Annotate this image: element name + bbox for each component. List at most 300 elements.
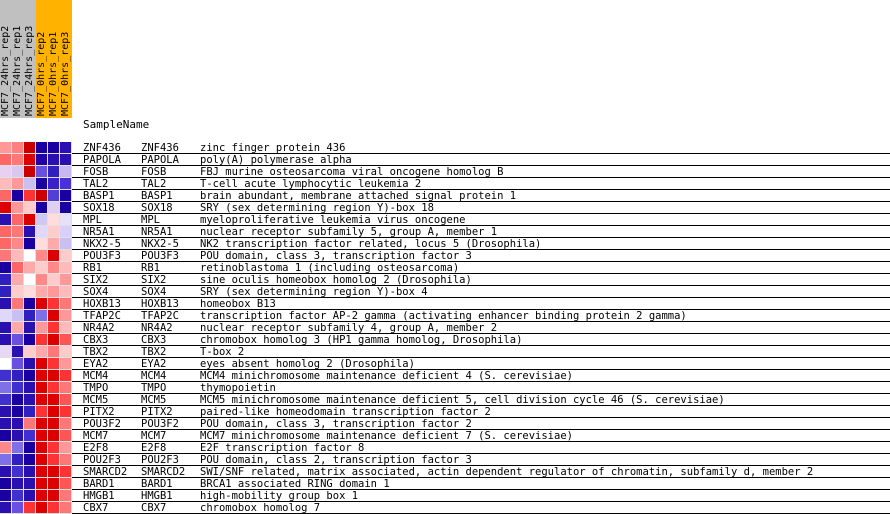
heatmap-cell: [60, 490, 72, 502]
heatmap-cell: [60, 346, 72, 358]
heatmap-cell: [36, 418, 48, 430]
table-row: [0, 142, 890, 154]
gene-description: FBJ murine osteosarcoma viral oncogene homolog B: [200, 166, 504, 178]
heatmap-cell: [48, 406, 60, 418]
gene-description: nuclear receptor subfamily 4, group A, member 2: [200, 322, 498, 334]
gene-description: retinoblastoma 1 (including osteosarcoma): [200, 262, 460, 274]
heatmap-cell: [60, 154, 72, 166]
heatmap-cell: [12, 238, 24, 250]
heatmap-cell: [12, 454, 24, 466]
gene-symbol: HOXB13: [141, 298, 179, 310]
gene-id: TMPO: [83, 382, 109, 394]
heatmap-cell: [36, 358, 48, 370]
table-row: [0, 226, 890, 238]
heatmap-cell: [60, 274, 72, 286]
gene-symbol: SOX4: [141, 286, 167, 298]
heatmap-cell: [48, 250, 60, 262]
gene-description: SRY (sex determining region Y)-box 18: [200, 202, 434, 214]
table-row: [0, 202, 890, 214]
heatmap-cell: [48, 166, 60, 178]
heatmap-cell: [0, 202, 12, 214]
heatmap-cell: [60, 334, 72, 346]
heatmap-cell: [24, 502, 36, 514]
heatmap-cell: [0, 394, 12, 406]
heatmap-cell: [0, 466, 12, 478]
gene-id: SOX4: [83, 286, 109, 298]
gene-description: SWI/SNF related, matrix associated, actin dependent regulator of chromatin, subfamily d, member 2: [200, 466, 814, 478]
heatmap-cell: [24, 322, 36, 334]
table-row: [0, 418, 890, 430]
gene-id: HMGB1: [83, 490, 115, 502]
heatmap-cell: [36, 190, 48, 202]
heatmap-cell: [24, 166, 36, 178]
heatmap-cell: [36, 346, 48, 358]
heatmap-cell: [24, 298, 36, 310]
heatmap-cell: [12, 442, 24, 454]
table-row: [0, 454, 890, 466]
table-row: [0, 370, 890, 382]
gene-symbol: MCM5: [141, 394, 167, 406]
heatmap-cell: [24, 454, 36, 466]
heatmap-cell: [12, 394, 24, 406]
heatmap-cell: [36, 226, 48, 238]
gene-symbol: MPL: [141, 214, 160, 226]
heatmap-cell: [0, 262, 12, 274]
heatmap-cell: [24, 274, 36, 286]
column-label: MCF7_0hrs_rep1: [48, 31, 59, 116]
gene-id: POU3F3: [83, 250, 121, 262]
heatmap-cell: [48, 358, 60, 370]
heatmap-cell: [0, 346, 12, 358]
gene-symbol: POU3F2: [141, 418, 179, 430]
heatmap-cell: [60, 394, 72, 406]
column-header-0: [0, 0, 12, 118]
gene-description: nuclear receptor subfamily 5, group A, member 1: [200, 226, 498, 238]
gene-description: E2F transcription factor 8: [200, 442, 365, 454]
heatmap-cell: [48, 466, 60, 478]
heatmap-cell: [24, 370, 36, 382]
heatmap-cell: [12, 214, 24, 226]
gene-symbol: FOSB: [141, 166, 167, 178]
heatmap-cell: [0, 274, 12, 286]
heatmap-cell: [60, 370, 72, 382]
heatmap-cell: [60, 298, 72, 310]
heatmap-cell: [0, 502, 12, 514]
heatmap-cell: [60, 454, 72, 466]
heatmap-cell: [24, 214, 36, 226]
heatmap-cell: [36, 334, 48, 346]
heatmap-cell: [60, 166, 72, 178]
heatmap-cell: [12, 226, 24, 238]
heatmap-cell: [48, 478, 60, 490]
heatmap-cell: [60, 430, 72, 442]
heatmap-cell: [48, 310, 60, 322]
gene-description: transcription factor AP-2 gamma (activating enhancer binding protein 2 gamma): [200, 310, 687, 322]
table-row: [0, 262, 890, 274]
gene-description: zinc finger protein 436: [200, 142, 346, 154]
heatmap-cell: [36, 406, 48, 418]
gene-id: CBX7: [83, 502, 109, 514]
heatmap-cell: [0, 190, 12, 202]
heatmap-cell: [60, 382, 72, 394]
gene-id: TFAP2C: [83, 310, 121, 322]
heatmap-cell: [60, 442, 72, 454]
table-row: [0, 238, 890, 250]
gene-description: MCM7 minichromosome maintenance deficient 7 (S. cerevisiae): [200, 430, 573, 442]
gene-symbol: PAPOLA: [141, 154, 179, 166]
heatmap-cell: [48, 394, 60, 406]
table-row: [0, 286, 890, 298]
gene-description: NK2 transcription factor related, locus 5 (Drosophila): [200, 238, 542, 250]
heatmap-cell: [48, 382, 60, 394]
gene-id: BASP1: [83, 190, 115, 202]
table-row: [0, 430, 890, 442]
heatmap-cell: [12, 382, 24, 394]
heatmap-cell: [12, 202, 24, 214]
column-header-4: [48, 0, 60, 118]
gene-id: MPL: [83, 214, 102, 226]
heatmap-cell: [0, 178, 12, 190]
heatmap-cell: [36, 274, 48, 286]
heatmap-cell: [48, 154, 60, 166]
heatmap-cell: [36, 382, 48, 394]
heatmap-cell: [60, 286, 72, 298]
heatmap-cell: [48, 286, 60, 298]
table-row: [0, 466, 890, 478]
gene-symbol: NKX2-5: [141, 238, 179, 250]
heatmap-cell: [36, 370, 48, 382]
heatmap-cell: [60, 202, 72, 214]
heatmap-cell: [48, 238, 60, 250]
heatmap-cell: [24, 190, 36, 202]
gene-description: sine oculis homeobox homolog 2 (Drosophila): [200, 274, 472, 286]
heatmap-cell: [24, 142, 36, 154]
gene-description: myeloproliferative leukemia virus oncogene: [200, 214, 466, 226]
heatmap-cell: [12, 466, 24, 478]
heatmap-cell: [36, 466, 48, 478]
gene-id: PITX2: [83, 406, 115, 418]
gene-symbol: EYA2: [141, 358, 167, 370]
heatmap-cell: [12, 406, 24, 418]
gene-symbol: SMARCD2: [141, 466, 186, 478]
heatmap-cell: [12, 418, 24, 430]
gene-id: SIX2: [83, 274, 109, 286]
heatmap-cell: [0, 478, 12, 490]
heatmap-cell: [48, 430, 60, 442]
heatmap-cell: [24, 250, 36, 262]
heatmap-cell: [36, 298, 48, 310]
table-row: [0, 154, 890, 166]
gene-description: MCM5 minichromosome maintenance deficient 5, cell division cycle 46 (S. cerevisiae): [200, 394, 725, 406]
heatmap-cell: [60, 502, 72, 514]
heatmap-cell: [60, 418, 72, 430]
heatmap-cell: [0, 166, 12, 178]
column-label: MCF7_0hrs_rep2: [36, 31, 47, 116]
gene-id: BARD1: [83, 478, 115, 490]
table-row: [0, 190, 890, 202]
gene-description: SRY (sex determining region Y)-box 4: [200, 286, 428, 298]
gene-id: TBX2: [83, 346, 109, 358]
gene-id: FOSB: [83, 166, 109, 178]
heatmap-cell: [36, 262, 48, 274]
heatmap-cell: [12, 142, 24, 154]
gene-id: RB1: [83, 262, 102, 274]
column-label: MCF7_0hrs_rep3: [60, 31, 71, 116]
gene-description: MCM4 minichromosome maintenance deficient 4 (S. cerevisiae): [200, 370, 573, 382]
heatmap-cell: [0, 154, 12, 166]
heatmap-cell: [60, 478, 72, 490]
table-row: [0, 178, 890, 190]
gene-symbol: SOX18: [141, 202, 173, 214]
heatmap-cell: [0, 406, 12, 418]
gene-description: POU domain, class 3, transcription factor 2: [200, 418, 472, 430]
table-row: [0, 358, 890, 370]
gene-id: MCM4: [83, 370, 109, 382]
column-header-2: [24, 0, 36, 118]
heatmap-cell: [0, 322, 12, 334]
heatmap-cell: [12, 190, 24, 202]
heatmap-cell: [12, 490, 24, 502]
heatmap-cell: [36, 502, 48, 514]
heatmap-cell: [0, 142, 12, 154]
table-row: [0, 406, 890, 418]
column-header-5: [60, 0, 72, 118]
heatmap-cell: [24, 394, 36, 406]
heatmap-cell: [12, 322, 24, 334]
heatmap-cell: [0, 226, 12, 238]
table-row: [0, 346, 890, 358]
gene-description: chromobox homolog 3 (HP1 gamma homolog, Drosophila): [200, 334, 523, 346]
heatmap-cell: [48, 370, 60, 382]
gene-symbol: BARD1: [141, 478, 173, 490]
heatmap-cell: [48, 502, 60, 514]
gene-symbol: TBX2: [141, 346, 167, 358]
gene-description: thymopoietin: [200, 382, 276, 394]
gene-id: TAL2: [83, 178, 109, 190]
gene-description: homeobox B13: [200, 298, 276, 310]
heatmap-cell: [60, 310, 72, 322]
heatmap-cell: [12, 478, 24, 490]
heatmap-cell: [0, 370, 12, 382]
column-header: [0, 0, 890, 142]
gene-symbol: CBX3: [141, 334, 167, 346]
column-label: MCF7_24hrs_rep2: [0, 25, 11, 116]
sample-name-label: SampleName: [83, 118, 150, 131]
heatmap-cell: [36, 250, 48, 262]
heatmap-cell: [24, 418, 36, 430]
heatmap-cell: [24, 442, 36, 454]
heatmap-cell: [60, 466, 72, 478]
heatmap-cell: [12, 154, 24, 166]
heatmap-cell: [0, 298, 12, 310]
heatmap-cell: [60, 142, 72, 154]
heatmap-cell: [24, 430, 36, 442]
heatmap-cell: [36, 454, 48, 466]
gene-id: NR5A1: [83, 226, 115, 238]
heatmap-cell: [48, 490, 60, 502]
heatmap-cell: [48, 226, 60, 238]
heatmap-cell: [12, 370, 24, 382]
column-label: MCF7_24hrs_rep1: [12, 25, 23, 116]
heatmap-cell: [36, 322, 48, 334]
heatmap-cell: [0, 250, 12, 262]
gene-symbol: HMGB1: [141, 490, 173, 502]
heatmap-cell: [60, 250, 72, 262]
heatmap-cell: [48, 346, 60, 358]
heatmap-cell: [12, 358, 24, 370]
gene-id: MCM5: [83, 394, 109, 406]
gene-symbol: MCM7: [141, 430, 167, 442]
gene-description: BRCA1 associated RING domain 1: [200, 478, 390, 490]
heatmap-cell: [48, 178, 60, 190]
gene-id: POU2F3: [83, 454, 121, 466]
gene-description: chromobox homolog 7: [200, 502, 321, 514]
heatmap-cell: [12, 166, 24, 178]
heatmap-cell: [0, 490, 12, 502]
heatmap-cell: [48, 418, 60, 430]
gene-symbol: SIX2: [141, 274, 167, 286]
table-row: [0, 274, 890, 286]
gene-id: E2F8: [83, 442, 109, 454]
heatmap-cell: [24, 178, 36, 190]
heatmap-cell: [60, 322, 72, 334]
heatmap-cell: [60, 214, 72, 226]
heatmap-cell: [36, 178, 48, 190]
heatmap-cell: [60, 358, 72, 370]
heatmap-cell: [24, 238, 36, 250]
heatmap-cell: [12, 178, 24, 190]
heatmap-cell: [24, 154, 36, 166]
heatmap-cell: [0, 382, 12, 394]
heatmap-cell: [0, 238, 12, 250]
heatmap-cell: [36, 166, 48, 178]
heatmap-cell: [0, 214, 12, 226]
heatmap-cell: [60, 238, 72, 250]
gene-symbol: TAL2: [141, 178, 167, 190]
heatmap-cell: [24, 226, 36, 238]
heatmap-cell: [60, 406, 72, 418]
heatmap-cell: [24, 466, 36, 478]
table-row: [0, 214, 890, 226]
heatmap-cell: [24, 478, 36, 490]
gene-description: POU domain, class 3, transcription factor 3: [200, 250, 472, 262]
gene-description: paired-like homeodomain transcription factor 2: [200, 406, 491, 418]
heatmap-cell: [24, 346, 36, 358]
gene-symbol: CBX7: [141, 502, 167, 514]
heatmap-cell: [12, 430, 24, 442]
heatmap-cell: [60, 262, 72, 274]
gene-id: MCM7: [83, 430, 109, 442]
gene-symbol: NR5A1: [141, 226, 173, 238]
gene-symbol: NR4A2: [141, 322, 173, 334]
gene-id: SMARCD2: [83, 466, 128, 478]
heatmap-cell: [48, 298, 60, 310]
gene-id: SOX18: [83, 202, 115, 214]
column-header-1: [12, 0, 24, 118]
heatmap-cell: [24, 382, 36, 394]
heatmap-cell: [48, 274, 60, 286]
heatmap-cell: [12, 262, 24, 274]
gene-id: EYA2: [83, 358, 109, 370]
gene-description: poly(A) polymerase alpha: [200, 154, 352, 166]
table-row: [0, 250, 890, 262]
heatmap-cell: [36, 442, 48, 454]
heatmap-cell: [60, 190, 72, 202]
heatmap-cell: [36, 142, 48, 154]
heatmap-cell: [0, 310, 12, 322]
heatmap-cell: [12, 286, 24, 298]
heatmap-cell: [12, 298, 24, 310]
gene-symbol: TMPO: [141, 382, 167, 394]
gene-symbol: MCM4: [141, 370, 167, 382]
heatmap-cell: [24, 334, 36, 346]
heatmap-cell: [0, 418, 12, 430]
heatmap-cell: [24, 202, 36, 214]
heatmap-cell: [24, 490, 36, 502]
heatmap-cell: [12, 346, 24, 358]
heatmap-cell: [36, 394, 48, 406]
gene-symbol: E2F8: [141, 442, 167, 454]
heatmap-cell: [48, 202, 60, 214]
heatmap-cell: [0, 442, 12, 454]
table-row: [0, 394, 890, 406]
heatmap-cell: [0, 334, 12, 346]
heatmap-cell: [48, 142, 60, 154]
heatmap-cell: [48, 322, 60, 334]
table-row: [0, 166, 890, 178]
gene-id: CBX3: [83, 334, 109, 346]
heatmap-cell: [36, 430, 48, 442]
gene-symbol: RB1: [141, 262, 160, 274]
heatmap-cell: [36, 490, 48, 502]
heatmap-cell: [36, 202, 48, 214]
gene-description: eyes absent homolog 2 (Drosophila): [200, 358, 415, 370]
gene-symbol: ZNF436: [141, 142, 179, 154]
gene-symbol: PITX2: [141, 406, 173, 418]
heatmap-cell: [24, 406, 36, 418]
heatmap-cell: [0, 358, 12, 370]
gene-symbol: BASP1: [141, 190, 173, 202]
table-row: [0, 322, 890, 334]
heatmap-cell: [12, 250, 24, 262]
heatmap-cell: [60, 178, 72, 190]
heatmap-cell: [12, 274, 24, 286]
gene-description: brain abundant, membrane attached signal protein 1: [200, 190, 517, 202]
gene-symbol: TFAP2C: [141, 310, 179, 322]
heatmap-cell: [48, 454, 60, 466]
heatmap-cell: [48, 262, 60, 274]
heatmap-cell: [24, 262, 36, 274]
heatmap-cell: [48, 442, 60, 454]
gene-description: T-box 2: [200, 346, 245, 358]
heatmap-cell: [36, 478, 48, 490]
heatmap-cell: [48, 190, 60, 202]
heatmap-cell: [48, 334, 60, 346]
gene-description: high-mobility group box 1: [200, 490, 359, 502]
gene-id: ZNF436: [83, 142, 121, 154]
table-row: [0, 334, 890, 346]
heatmap-cell: [12, 502, 24, 514]
heatmap-cell: [12, 310, 24, 322]
heatmap-cell: [0, 430, 12, 442]
heatmap-cell: [60, 226, 72, 238]
heatmap-cell: [12, 334, 24, 346]
table-row: [0, 502, 890, 514]
table-row: [0, 382, 890, 394]
gene-id: POU3F2: [83, 418, 121, 430]
gene-description: POU domain, class 2, transcription factor 3: [200, 454, 472, 466]
gene-id: HOXB13: [83, 298, 121, 310]
